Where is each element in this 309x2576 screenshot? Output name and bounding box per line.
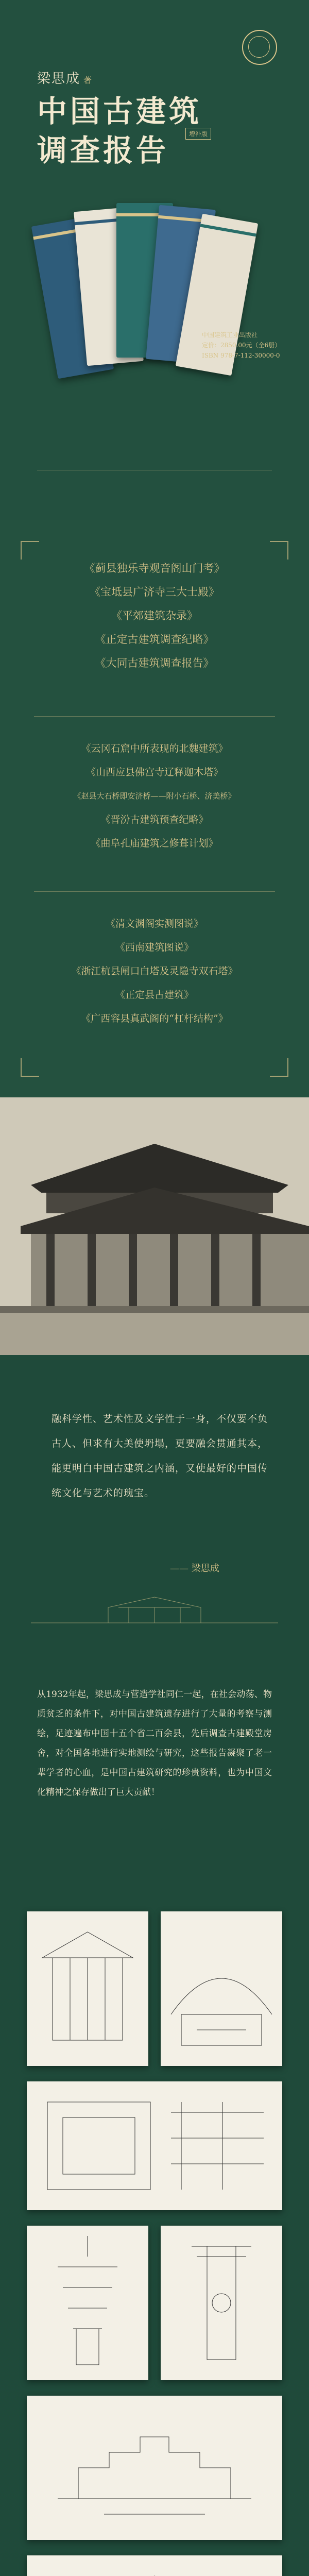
author-label: 梁思成	[37, 71, 81, 87]
seal-emblem-icon	[242, 30, 277, 65]
drawing-plate-pavilion	[27, 1911, 148, 2066]
publication-info	[202, 330, 281, 361]
contents-group-3	[34, 912, 275, 1030]
contents-item: 《浙江杭县闸口白塔及灵隐寺双石塔》	[71, 965, 238, 977]
contents-item: 《正定古建筑调查纪略》	[95, 633, 214, 646]
temple-hall-image	[0, 1097, 309, 1355]
isbn-line: ISBN 978-7-112-30000-0	[202, 352, 280, 359]
price-line: 定价：2850.00元（全6册）	[202, 342, 281, 349]
book-title	[37, 92, 202, 170]
book-title-line1: 中国古建筑	[37, 94, 202, 129]
contents-item: 《西南建筑图说》	[115, 942, 194, 953]
intro-paragraph: 从1932年起，梁思成与营造学社同仁一起，在社会动荡、物质贫乏的条件下，对中国古建筑遗存进行了大量的考察与测绘，足迹遍布中国十五个省二百余县，先后调查古建殿堂房舍，对全国各地进行实地测绘与研究，这些报告凝聚了老一辈学者的心血，是中国古建筑研究的珍贵资料，也为中国文化精神之保存做出了巨大贡献！	[37, 1689, 272, 1798]
author-suffix: 著	[83, 75, 93, 85]
contents-item: 《正定县古建筑》	[115, 989, 194, 1001]
drawing-plate-column-section	[161, 2226, 282, 2380]
architecture-line-ornament-icon	[31, 1592, 278, 1633]
contents-group-1	[34, 556, 275, 675]
drawing-plate-bracket-set	[27, 2396, 282, 2540]
quote-section	[0, 1355, 309, 1654]
contents-divider	[34, 716, 275, 717]
drawing-plate-elevation	[27, 2555, 282, 2576]
intro-section	[0, 1654, 309, 1901]
book-title-line2: 调查报告	[37, 133, 169, 168]
contents-item: 《赵县大石桥即安济桥——附小石桥、济美桥》	[73, 791, 236, 801]
contents-item: 《大同古建筑调查报告》	[95, 657, 214, 669]
contents-item: 《山西应县佛宫寺辽释迦木塔》	[85, 767, 223, 778]
drawings-gallery	[0, 1901, 309, 2576]
cover-section	[0, 0, 309, 520]
corner-ornament	[21, 1058, 39, 1077]
publisher-line: 中国建筑工业出版社	[202, 331, 258, 338]
contents-item: 《清文渊阁实测图说》	[105, 918, 203, 929]
contents-item: 《曲阜孔庙建筑之修葺计划》	[91, 838, 218, 849]
contents-item: 《广西容县真武阁的“杠杆结构”》	[81, 1013, 228, 1024]
quote-text: 融科学性、艺术性及文学性于一身，不仅要不负古人、但求有大美使坍塌，更要融会贯通其本，能更明白中国古建筑之内涵，又使最好的中国传统文化与艺术的瑰宝。	[52, 1413, 268, 1499]
contents-group-2	[34, 737, 275, 855]
author-name	[37, 68, 93, 87]
contents-item: 《晋汾古建筑预查纪略》	[100, 814, 209, 825]
contents-section	[0, 520, 309, 1097]
contents-item: 《宝坻县广济寺三大士殿》	[90, 586, 219, 598]
drawing-plate-pagoda	[27, 2226, 148, 2380]
corner-ornament	[270, 1058, 288, 1077]
contents-item: 《平郊建筑杂录》	[111, 609, 198, 622]
contents-item: 《蓟县独乐寺观音阁山门考》	[84, 562, 225, 574]
contents-divider	[34, 891, 275, 892]
edition-badge: 增补版	[185, 128, 211, 140]
drawing-plate-roof-detail	[161, 1911, 282, 2066]
temple-photo	[0, 1097, 309, 1355]
contents-item: 《云冈石窟中所表现的北魏建筑》	[81, 743, 228, 754]
drawing-plate-floor-plan	[27, 2081, 282, 2210]
quote-attribution: —— 梁思成	[170, 1563, 219, 1574]
